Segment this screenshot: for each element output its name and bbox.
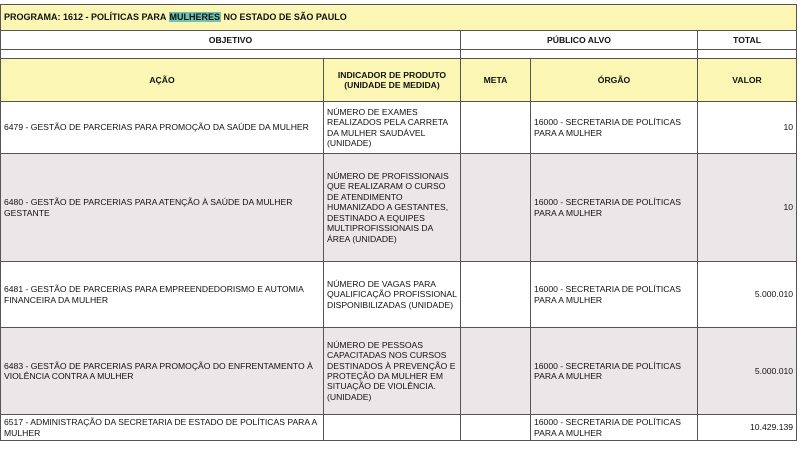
table-row [1, 154, 797, 262]
col-orgao: ÓRGÃO [531, 59, 698, 102]
header-total: TOTAL [698, 31, 797, 50]
acao-cell: 6480 - GESTÃO DE PARCERIAS PARA ATENÇÃO À SAÚDE DA MULHER GESTANTE [1, 154, 324, 262]
total-value [698, 50, 797, 59]
indicador-cell: NÚMERO DE PROFISSIONAIS QUE REALIZARAM O CURSO DE ATENDIMENTO HUMANIZADO A GESTANTES, DESTINADO A EQUIPES MULTIPROFISSIONAIS DA ÁREA (UNIDADE) [324, 154, 461, 262]
spacer-row [1, 50, 797, 59]
acao-cell: 6479 - GESTÃO DE PARCERIAS PARA PROMOÇÃO DA SAÚDE DA MULHER [1, 102, 324, 154]
meta-cell [461, 102, 531, 154]
valor-cell: 5.000.010 [698, 328, 797, 415]
column-header-row [1, 59, 797, 102]
program-title-row [1, 5, 797, 31]
program-title-suffix: NO ESTADO DE SÃO PAULO [221, 12, 347, 23]
orgao-cell: 16000 - SECRETARIA DE POLÍTICAS PARA A MULHER [531, 102, 698, 154]
indicador-cell [324, 415, 461, 441]
valor-cell: 10 [698, 154, 797, 262]
table-row [1, 102, 797, 154]
table-row [1, 262, 797, 328]
indicador-cell: NÚMERO DE VAGAS PARA QUALIFICAÇÃO PROFISSIONAL DISPONIBILIZADAS (UNIDADE) [324, 262, 461, 328]
meta-cell [461, 262, 531, 328]
indicador-cell: NÚMERO DE PESSOAS CAPACITADAS NOS CURSOS DESTINADOS À PREVENÇÃO E PROTEÇÃO DA MULHER EM SITUAÇÃO DE VIOLÊNCIA. (UNIDADE) [324, 328, 461, 415]
col-acao: AÇÃO [1, 59, 324, 102]
program-title [1, 5, 797, 31]
col-indicador: INDICADOR DE PRODUTO (UNIDADE DE MEDIDA) [324, 59, 461, 102]
acao-cell: 6483 - GESTÃO DE PARCERIAS PARA PROMOÇÃO DO ENFRENTAMENTO À VIOLÊNCIA CONTRA A MULHER [1, 328, 324, 415]
valor-cell: 10 [698, 102, 797, 154]
orgao-cell: 16000 - SECRETARIA DE POLÍTICAS PARA A MULHER [531, 262, 698, 328]
table-row [1, 328, 797, 415]
objetivo-value [1, 50, 461, 59]
section-header-row [1, 31, 797, 50]
program-title-prefix: PROGRAMA: 1612 - POLÍTICAS PARA [4, 12, 169, 23]
meta-cell [461, 415, 531, 441]
orgao-cell: 16000 - SECRETARIA DE POLÍTICAS PARA A MULHER [531, 328, 698, 415]
table-row [1, 415, 797, 441]
header-objetivo: OBJETIVO [1, 31, 461, 50]
valor-cell: 10.429.139 [698, 415, 797, 441]
meta-cell [461, 154, 531, 262]
col-valor: VALOR [698, 59, 797, 102]
acao-cell: 6481 - GESTÃO DE PARCERIAS PARA EMPREENDEDORISMO E AUTOMIA FINANCEIRA DA MULHER [1, 262, 324, 328]
acao-cell: 6517 - ADMINISTRAÇÃO DA SECRETARIA DE ESTADO DE POLÍTICAS PARA A MULHER [1, 415, 324, 441]
orgao-cell: 16000 - SECRETARIA DE POLÍTICAS PARA A MULHER [531, 154, 698, 262]
header-publico-alvo: PÚBLICO ALVO [461, 31, 698, 50]
indicador-cell: NÚMERO DE EXAMES REALIZADOS PELA CARRETA DA MULHER SAUDÁVEL (UNIDADE) [324, 102, 461, 154]
meta-cell [461, 328, 531, 415]
valor-cell: 5.000.010 [698, 262, 797, 328]
col-meta: META [461, 59, 531, 102]
program-table [0, 4, 797, 441]
publico-alvo-value [461, 50, 698, 59]
search-highlight: MULHERES [169, 12, 221, 23]
orgao-cell: 16000 - SECRETARIA DE POLÍTICAS PARA A MULHER [531, 415, 698, 441]
